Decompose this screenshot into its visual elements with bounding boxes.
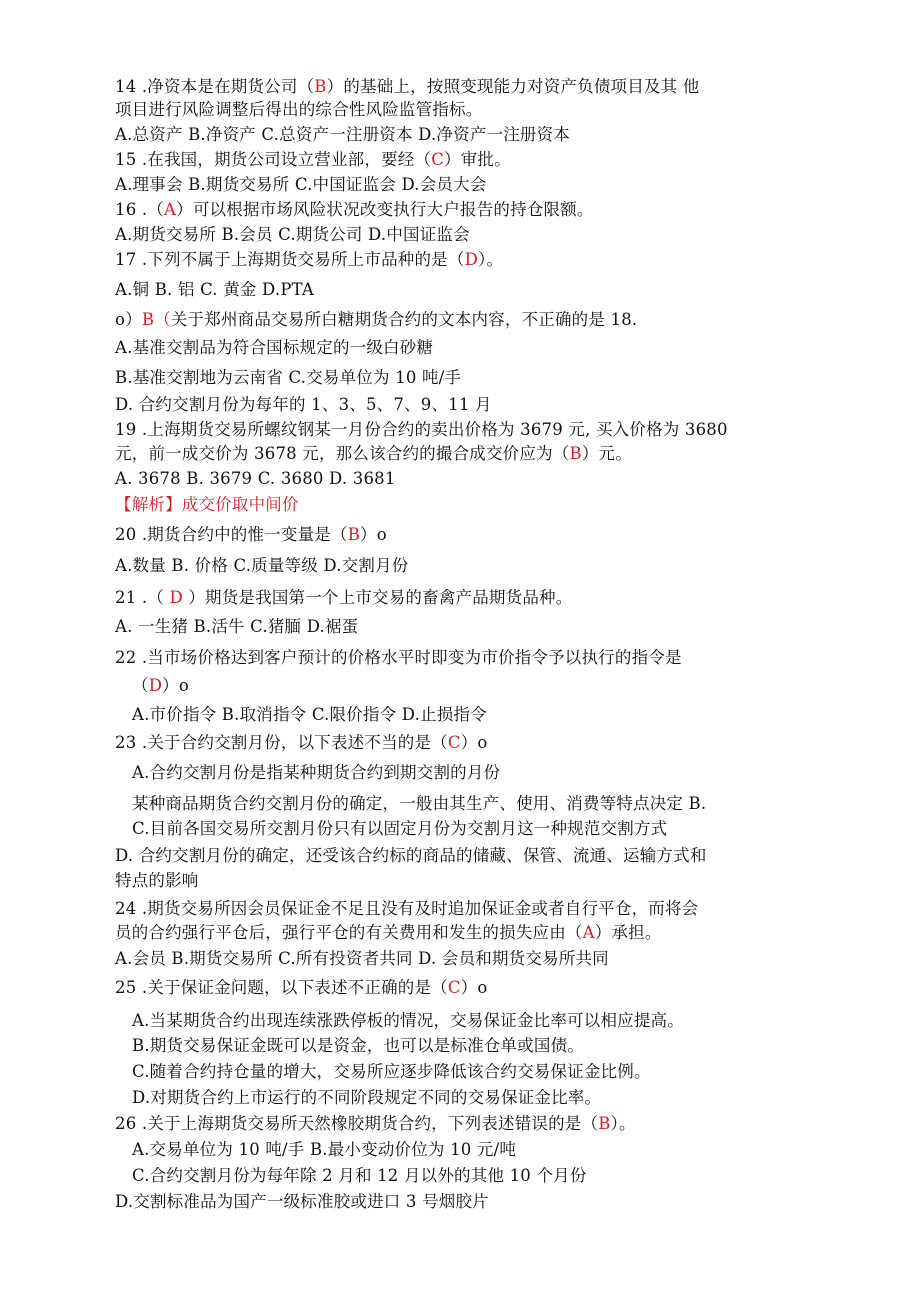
question-23-option-c: C.目前各国交易所交割月份只有以固定月份为交割月这一种规范交割方式 [132,819,668,838]
question-26-option-d: D.交割标准品为国产一级标准胶或进口 3 号烟胶片 [115,1192,489,1211]
answer-23: C [447,733,461,752]
question-17: 17 .下列不属于上海期货交易所上市品种的是（D）。 [115,250,504,269]
question-23-option-d-line-2: 特点的影响 [115,871,199,890]
question-25-option-a: A.当某期货合约出现连续涨跌停板的情况，交易保证金比率可以相应提高。 [132,1011,684,1030]
question-21-options: A. 一生猪 B.活牛 C.猪腼 D.裾蛋 [115,617,359,636]
answer-20: B [347,525,361,544]
question-14-line-1: 14 .净资本是在期货公司（B）的基础上，按照变现能力对资产负债项目及其 他 [115,77,700,96]
question-18: o）B（关于郑州商品交易所白糖期货合约的文本内容，不正确的是 18. [115,310,638,329]
answer-21: D [169,588,183,607]
question-17-options: A.铜 B. 铝 C. 黄金 D.PTA [115,280,315,299]
question-16-options: A.期货交易所 B.会员 C.期货公司 D.中国证监会 [115,225,470,244]
question-15: 15 .在我国，期货公司设立营业部，要经（C）审批。 [115,150,511,169]
question-26-option-a-b: A.交易单位为 10 吨/手 B.最小变动价位为 10 元/吨 [132,1140,517,1159]
question-24-options: A.会员 B.期货交易所 C.所有投资者共同 D. 会员和期货交易所共同 [115,949,609,968]
question-16: 16 .（A）可以根据市场风险状况改变执行大户报告的持仓限额。 [115,200,594,219]
answer-17: D [464,250,479,269]
answer-14: B [314,77,327,96]
question-26: 26 .关于上海期货交易所天然橡胶期货合约，下列表述错误的是（B）。 [115,1114,636,1133]
question-14-options: A.总资产 B.净资产 C.总资产一注册资本 D.净资产一注册资本 [115,125,571,144]
answer-24: A [582,923,595,942]
answer-25: C [447,978,461,997]
question-25-option-b: B.期货交易保证金既可以是资金，也可以是标准仓单或国债。 [132,1036,584,1055]
question-20-options: A.数量 B. 价格 C.质量等级 D.交割月份 [115,556,409,575]
question-18-option-d: D. 合约交割月份为每年的 1、3、5、7、9、11 月 [115,395,492,414]
answer-15: C [431,150,445,169]
question-14-line-2: 项目进行风险调整后得出的综合性风险监管指标。 [115,100,483,119]
question-19-line-2: 元，前一成交价为 3678 元，那么该合约的撮合成交价应为（B）元。 [115,444,632,463]
question-21: 21 .（ D ）期货是我国第一个上市交易的畜禽产品期货品种。 [115,588,573,607]
question-23: 23 .关于合约交割月份，以下表述不当的是（C）o [115,733,488,752]
question-22-options: A.市价指令 B.取消指令 C.限价指令 D.止损指令 [132,705,487,724]
answer-19: B [569,444,582,463]
question-19-options: A. 3678 B. 3679 C. 3680 D. 3681 [115,469,396,488]
question-23-option-d-line-1: D. 合约交割月份的确定，还受该合约标的商品的储藏、保管、流通、运输方式和 [115,846,707,865]
answer-16: A [164,200,177,219]
question-22-line-1: 22 .当市场价格达到客户预计的价格水平时即变为市价指令予以执行的指令是 [115,648,682,667]
question-25: 25 .关于保证金问题，以下表述不正确的是（C）o [115,978,488,997]
question-24-line-2: 员的合约强行平仓后，强行平仓的有关费用和发生的损失应由（A）承担。 [115,923,662,942]
question-19-line-1: 19 .上海期货交易所螺纹钢某一月份合约的卖出价格为 3679 元, 买入价格为 3680 [115,420,728,439]
question-22-line-2: （D）o [132,676,189,695]
question-18-option-a: A.基准交割品为符合国标规定的一级白砂糖 [115,338,434,357]
question-23-option-b: 某种商品期货合约交割月份的确定，一般由其生产、使用、消费等特点决定 B. [132,794,707,813]
question-20: 20 .期货合约中的惟一变量是（B）o [115,525,387,544]
question-25-option-c: C.随着合约持仓量的增大，交易所应逐步降低该合约交易保证金比例。 [132,1062,651,1081]
answer-18: B（ [141,310,171,329]
question-25-option-d: D.对期货合约上市运行的不同阶段规定不同的交易保证金比率。 [132,1088,602,1107]
question-24-line-1: 24 .期货交易所因会员保证金不足且没有及时追加保证金或者自行平仓，而将会 [115,899,699,918]
question-18-option-b-c: B.基准交割地为云南省 C.交易单位为 10 吨/手 [115,368,462,387]
answer-26: B [598,1114,611,1133]
question-26-option-c: C.合约交割月份为每年除 2 月和 12 月以外的其他 10 个月份 [132,1166,587,1185]
question-23-option-a: A.合约交割月份是指某种期货合约到期交割的月份 [132,763,501,782]
analysis-note: 【解析】成交价取中间价 [115,495,299,514]
answer-22: D [148,676,163,695]
question-15-options: A.理事会 B.期货交易所 C.中国证监会 D.会员大会 [115,175,487,194]
question-19-analysis [115,494,299,516]
